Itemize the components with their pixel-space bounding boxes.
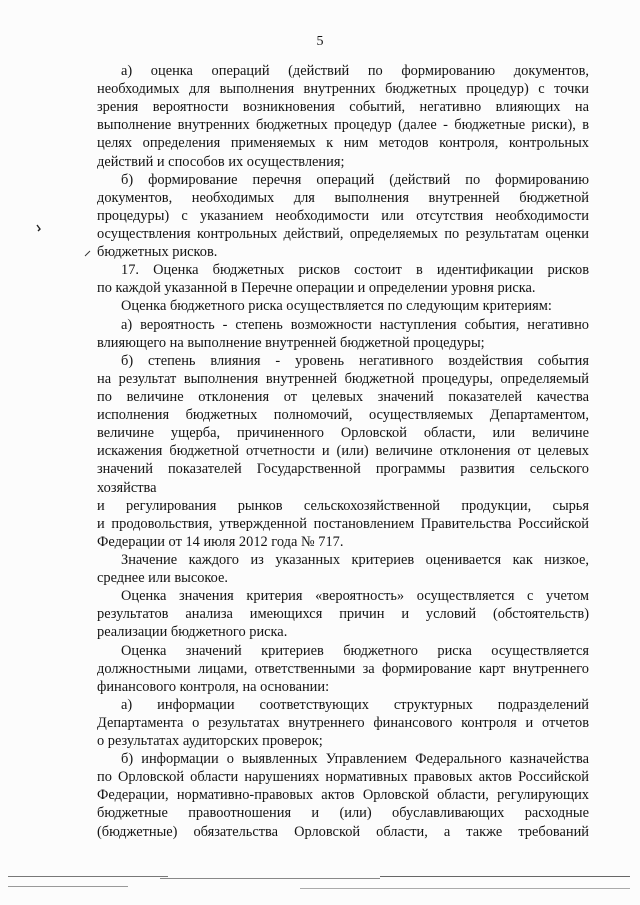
scan-footer-line — [8, 876, 168, 877]
scan-footer-line — [8, 886, 128, 887]
text-line: величине ущерба, причиненного Орловской области, или величине — [97, 425, 589, 442]
text-line: Оценка значений критериев бюджетного риска осуществляется — [121, 642, 589, 659]
document-body — [97, 62, 589, 841]
text-line: по Орловской области нарушениях нормативных правовых актов Российской — [97, 769, 589, 786]
text-line: б) формирование перечня операций (действий по формированию — [121, 171, 589, 188]
text-line: влияющего на выполнение внутренней бюджетной процедуры; — [97, 334, 485, 351]
page-number: 5 — [316, 34, 324, 49]
text-line: необходимых для выполнения внутренних бюджетных процедур) с точки — [97, 81, 589, 98]
text-line: а) оценка операций (действий по формированию документов, — [121, 63, 589, 79]
text-line: Значение каждого из указанных критериев оценивается как низкое, — [121, 551, 589, 568]
text-line: и продовольствия, утвержденной постановлением Правительства Российской — [97, 515, 589, 532]
text-line: Оценка значения критерия «вероятность» осуществляется с учетом — [121, 588, 589, 605]
text-line: б) степень влияния - уровень негативного воздействия события — [121, 352, 589, 369]
text-line: на результат выполнения внутренней бюджетной процедуры, определяемый — [97, 370, 589, 387]
text-line: выполнение внутренних бюджетных процедур (далее - бюджетные риски), в — [97, 117, 589, 134]
text-line: Департамента о результатах внутреннего финансового контроля и отчетов — [97, 714, 589, 731]
text-line: реализации бюджетного риска. — [97, 624, 288, 641]
text-line: по величине отклонения от целевых значений показателей качества — [97, 388, 589, 405]
text-line: искажения бюджетной отчетности и (или) величине отклонения от целевых — [97, 443, 589, 460]
text-line: а) вероятность - степень возможности наступления события, негативно — [121, 316, 589, 333]
text-line: процедуры) с указанием необходимости или отсутствия необходимости — [97, 207, 589, 224]
scan-footer-line — [380, 876, 630, 877]
text-line: документов, необходимых для выполнения внутренней бюджетной — [97, 189, 589, 206]
text-line: (бюджетные) обязательства Орловской области, а также требований — [97, 823, 589, 840]
text-line: должностными лицами, ответственными за формирование карт внутреннего — [97, 660, 589, 677]
scan-mark-margin — [84, 250, 92, 258]
text-line: Федерации, нормативно-правовых актов Орловской области, регулирующих — [97, 787, 589, 804]
text-line: б) информации о выявленных Управлением Федерального казначейства — [121, 751, 589, 768]
text-line: осуществления контрольных действий, определяемых по результатам оценки — [97, 225, 589, 242]
text-line: среднее или высокое. — [97, 570, 229, 587]
text-line: 17. Оценка бюджетных рисков состоит в идентификации рисков — [121, 262, 589, 279]
text-line: Федерации от 14 июля 2012 года № 717. — [97, 533, 344, 550]
text-line: бюджетные правоотношения и (или) обуславливающих расходные — [97, 805, 589, 822]
text-line: результатов анализа имеющихся причин и условий (обстоятельств) — [97, 606, 589, 623]
scan-footer-line — [300, 888, 630, 889]
text-line: целях определения применяемых к ним методов контроля, контрольных — [97, 135, 589, 152]
text-line: бюджетных рисков. — [97, 244, 218, 261]
text-line: финансового контроля, на основании: — [97, 678, 330, 695]
text-line: по каждой указанной в Перечне операции и определении уровня риска. — [97, 280, 536, 297]
text-line: исполнения бюджетных полномочий, осуществляемых Департаментом, — [97, 407, 589, 424]
text-line: а) информации соответствующих структурных подразделений — [121, 696, 589, 713]
text-line: и регулирования рынков сельскохозяйственной продукции, сырья — [97, 497, 589, 514]
scan-mark-left — [36, 224, 42, 232]
scan-footer-line — [160, 878, 380, 879]
text-line: о результатах аудиторских проверок; — [97, 733, 323, 750]
text-line: зрения вероятности возникновения событий, негативно влияющих на — [97, 99, 589, 116]
text-line: действий и способов их осуществления; — [97, 153, 345, 170]
text-line: Оценка бюджетного риска осуществляется по следующим критериям: — [121, 298, 552, 315]
text-line: хозяйства — [97, 479, 157, 496]
text-line: значений показателей Государственной программы развития сельского — [97, 461, 589, 478]
